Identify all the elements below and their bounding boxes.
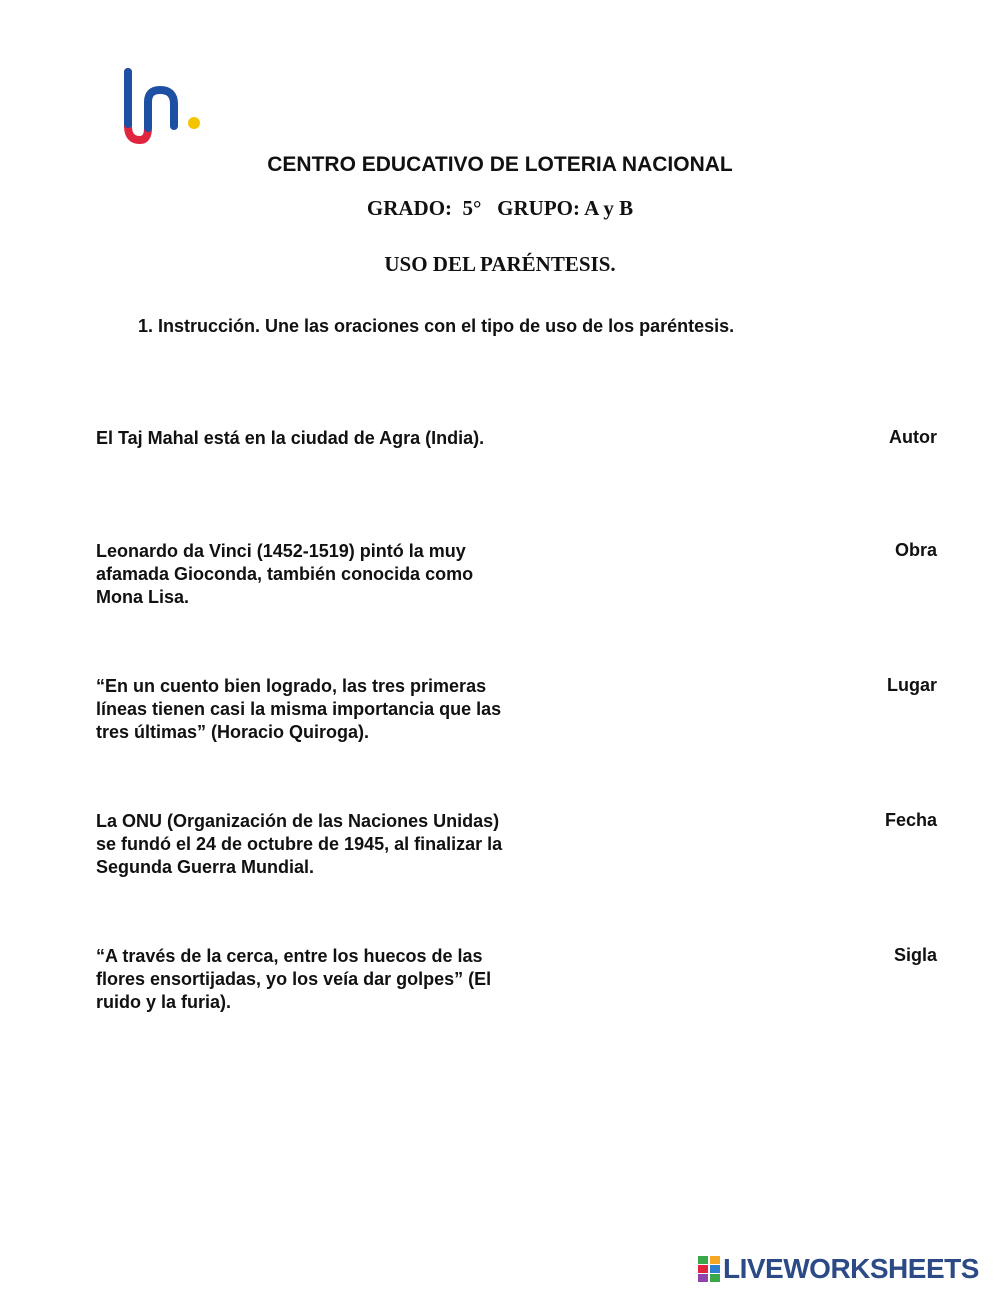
liveworksheets-footer <box>698 1254 979 1284</box>
liveworksheets-wordmark: LIVEWORKSHEETS <box>723 1253 979 1284</box>
sentence-item[interactable]: “En un cuento bien logrado, las tres primeras líneas tienen casi la misma importancia que las tres últimas” (Horacio Quiroga). <box>96 676 502 742</box>
option-item[interactable]: Autor <box>889 427 937 447</box>
sentence-item[interactable]: El Taj Mahal está en la ciudad de Agra (India). <box>96 428 485 448</box>
option-item[interactable]: Fecha <box>884 810 937 830</box>
sentence-item[interactable]: La ONU (Organización de las Naciones Unidas) se fundó el 24 de octubre de 1945, al finalizar la Segunda Guerra Mundial. <box>96 811 503 877</box>
option-item[interactable]: Obra <box>894 540 937 560</box>
worksheet-topic: USO DEL PARÉNTESIS. <box>384 252 616 276</box>
instruction-text: 1. Instrucción. Une las oraciones con el tipo de uso de los paréntesis. <box>138 316 735 336</box>
grade-group-line: GRADO: 5° GRUPO: A y B <box>366 196 634 220</box>
option-item[interactable]: Sigla <box>893 945 937 965</box>
school-name: CENTRO EDUCATIVO DE LOTERIA NACIONAL <box>267 153 733 176</box>
liveworksheets-icon <box>698 1256 720 1282</box>
option-item[interactable]: Lugar <box>886 675 937 695</box>
lotería-nacional-logo <box>118 66 208 148</box>
sentence-item[interactable]: Leonardo da Vinci (1452-1519) pintó la muy afamada Gioconda, también conocida como Mona Lisa. <box>96 541 474 607</box>
sentence-item[interactable]: “A través de la cerca, entre los huecos de las flores ensortijadas, yo los veía dar golpes” (El ruido y la furia). <box>96 946 492 1012</box>
